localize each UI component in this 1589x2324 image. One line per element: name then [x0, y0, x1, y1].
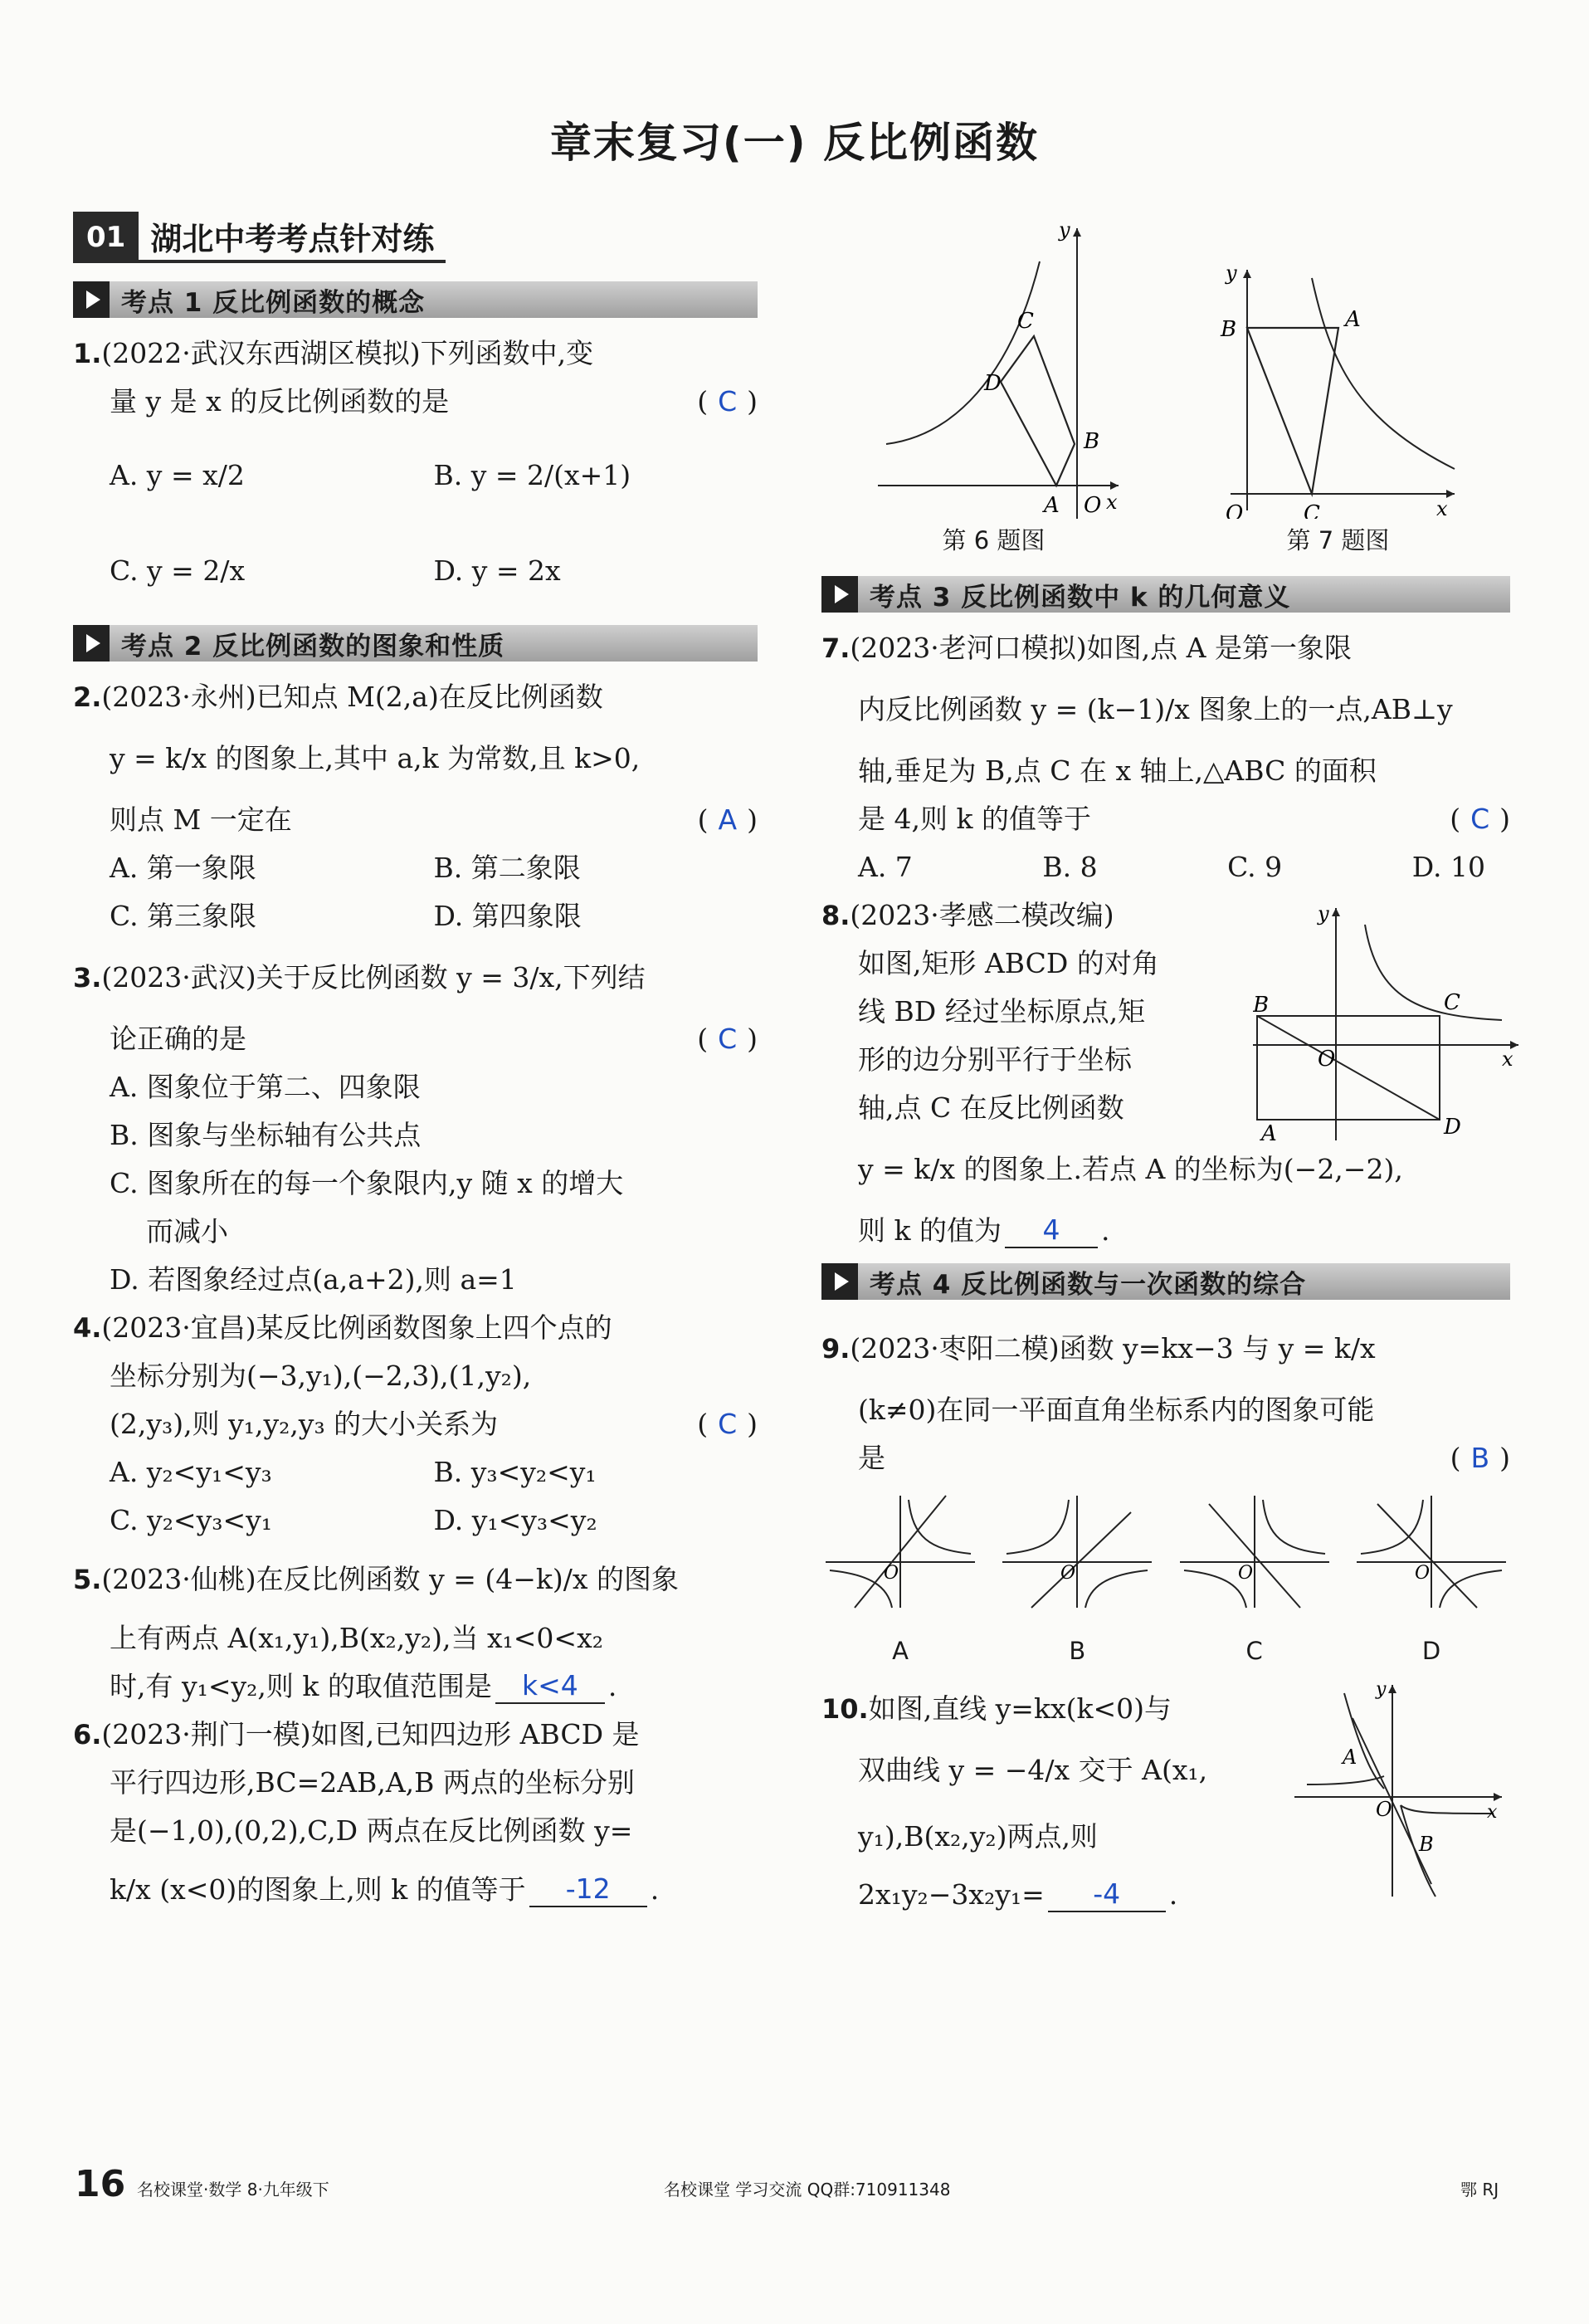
graph-label: D	[1421, 1637, 1441, 1665]
question-number: 6.	[73, 1719, 102, 1750]
question-text: (2023·荆门一模)如图,已知四边形 ABCD 是	[101, 1718, 640, 1750]
question-text: (2023·老河口模拟)如图,点 A 是第一象限	[850, 632, 1352, 664]
option-a: A. y₂<y₁<y₃	[110, 1456, 272, 1488]
play-icon	[821, 576, 858, 613]
option-d: D. 10	[1411, 851, 1485, 883]
question-text: (2023·孝感二模改编)	[850, 899, 1114, 931]
option-a: A. 图象位于第二、四象限	[110, 1071, 421, 1103]
answer-bracket: ( C )	[697, 1408, 758, 1440]
question-number: 8.	[821, 900, 851, 931]
label-x: x	[1105, 491, 1118, 514]
question-2	[73, 673, 758, 940]
section-number: 01	[73, 212, 139, 263]
label-a: A	[1043, 493, 1060, 518]
knowledge-point-3	[821, 576, 1510, 613]
question-text: y₁),B(x₂,y₂)两点,则	[858, 1820, 1098, 1853]
svg-text:O: O	[884, 1563, 899, 1584]
question-text: (2023·仙桃)在反比例函数 y = (4−k)/x 的图象	[101, 1563, 680, 1595]
graph-d	[1353, 1487, 1510, 1675]
svg-text:O: O	[1237, 1563, 1253, 1584]
section-title: 湖北中考考点针对练	[139, 212, 446, 263]
question-9	[821, 1311, 1510, 1675]
question-text: (2023·宜昌)某反比例函数图象上四个点的	[101, 1311, 612, 1344]
figures-6-7	[821, 212, 1510, 556]
option-c: C. y = 2/x	[110, 554, 246, 587]
left-column	[73, 212, 758, 1925]
option-a: A. 7	[858, 851, 913, 883]
question-text: 则点 M 一定在	[110, 803, 292, 836]
q9-graph-options	[821, 1487, 1510, 1675]
question-number: 10.	[821, 1693, 869, 1725]
answer-choice: C	[718, 1408, 738, 1440]
question-text: 内反比例函数 y = (k−1)/x 图象上的一点,AB⊥y	[858, 693, 1453, 725]
label-o: O	[1376, 1798, 1392, 1821]
answer-blank: -4	[1048, 1877, 1166, 1912]
svg-text:O: O	[1414, 1563, 1431, 1584]
label-a: A	[1343, 1745, 1357, 1769]
graph-label: B	[1069, 1637, 1086, 1665]
option-b: B. y₃<y₂<y₁	[433, 1456, 597, 1488]
question-text: 如图,矩形 ABCD 的对角	[858, 947, 1159, 979]
graph-b	[998, 1487, 1156, 1675]
knowledge-point-1	[73, 281, 758, 318]
question-number: 4.	[73, 1312, 102, 1344]
option-d: D. 若图象经过点(a,a+2),则 a=1	[110, 1263, 517, 1296]
answer-bracket: ( C )	[697, 1023, 758, 1055]
label-c: C	[1016, 309, 1034, 334]
question-text: (2022·武汉东西湖区模拟)下列函数中,变	[101, 337, 594, 369]
label-b: B	[1083, 429, 1099, 454]
footer-center: 名校课堂 学习交流 QQ群:710911348	[664, 2180, 951, 2200]
question-4	[73, 1304, 758, 1545]
question-text: y = k/x 的图象上.若点 A 的坐标为(−2,−2),	[858, 1153, 1403, 1185]
section-header	[73, 212, 758, 263]
question-5	[73, 1545, 758, 1711]
option-b: B. 8	[1042, 851, 1098, 883]
question-text: (2023·枣阳二模)函数 y=kx−3 与 y = k/x	[850, 1332, 1376, 1365]
label-b: B	[1253, 993, 1270, 1018]
label-x: x	[1502, 1047, 1513, 1071]
period: .	[1168, 1878, 1178, 1911]
figure-6	[870, 212, 1119, 556]
graph-label: A	[892, 1637, 909, 1665]
option-a: A. 第一象限	[110, 852, 256, 884]
knowledge-point-4	[821, 1263, 1510, 1300]
option-c-cont: 而减小	[146, 1215, 228, 1247]
question-text: 2x₁y₂−3x₂y₁=	[858, 1878, 1045, 1911]
answer-bracket: ( B )	[1450, 1442, 1510, 1474]
question-text: 是 4,则 k 的值等于	[858, 803, 1091, 835]
question-text: 平行四边形,BC=2AB,A,B 两点的坐标分别	[110, 1766, 635, 1799]
question-number: 5.	[73, 1564, 102, 1595]
answer-blank: 4	[1005, 1213, 1098, 1248]
answer-choice: C	[718, 385, 738, 417]
label-b: B	[1220, 317, 1236, 342]
graph-c	[1176, 1487, 1333, 1675]
option-d: D. y = 2x	[433, 554, 561, 587]
figure-8-graph	[1253, 900, 1518, 1140]
question-text: y = k/x 的图象上,其中 a,k 为常数,且 k>0,	[110, 742, 641, 774]
question-7	[821, 624, 1510, 891]
question-text: 量 y 是 x 的反比例函数的是	[110, 385, 450, 417]
graph-label: C	[1245, 1637, 1263, 1665]
question-text: (k≠0)在同一平面直角坐标系内的图象可能	[858, 1394, 1375, 1426]
label-x: x	[1435, 497, 1448, 519]
option-c: C. 9	[1227, 851, 1283, 883]
period: .	[1100, 1214, 1110, 1247]
option-b: B. 第二象限	[433, 852, 581, 884]
question-text: 是	[858, 1442, 885, 1474]
kp-label: 考点 4 反比例函数与一次函数的综合	[870, 1269, 1307, 1300]
question-text: 轴,点 C 在反比例函数	[858, 1091, 1124, 1124]
svg-text:O: O	[1060, 1563, 1076, 1584]
question-1	[73, 330, 758, 617]
period: .	[650, 1873, 660, 1906]
question-number: 7.	[821, 632, 851, 664]
answer-choice: B	[1470, 1442, 1490, 1474]
footer-edition: 鄂 RJ	[1460, 2180, 1499, 2200]
figure-10-graph	[1294, 1677, 1502, 1901]
option-a: A. y = x/2	[110, 459, 245, 491]
question-text: 上有两点 A(x₁,y₁),B(x₂,y₂),当 x₁<0<x₂	[110, 1622, 603, 1654]
question-6	[73, 1711, 758, 1925]
question-text: (2023·武汉)关于反比例函数 y = 3/x,下列结	[101, 961, 646, 994]
label-a: A	[1344, 307, 1361, 332]
option-d: D. y₁<y₃<y₂	[433, 1504, 597, 1536]
question-8	[821, 891, 1513, 1255]
play-icon	[821, 1263, 858, 1300]
question-number: 9.	[821, 1333, 851, 1365]
label-x: x	[1487, 1802, 1498, 1823]
figure-6-caption: 第 6 题图	[942, 526, 1046, 554]
question-text: 形的边分别平行于坐标	[858, 1043, 1132, 1076]
label-c: C	[1303, 501, 1320, 519]
answer-blank: -12	[529, 1872, 647, 1907]
answer-choice: A	[718, 803, 738, 836]
question-text: 双曲线 y = −4/x 交于 A(x₁,	[858, 1754, 1208, 1786]
question-number: 3.	[73, 962, 102, 994]
label-y: y	[1225, 261, 1237, 285]
question-10	[821, 1679, 1510, 1924]
label-y: y	[1058, 218, 1070, 242]
question-text: 是(−1,0),(0,2),C,D 两点在反比例函数 y=	[110, 1814, 633, 1847]
question-number: 1.	[73, 338, 102, 369]
figure-7-graph	[1214, 212, 1463, 519]
question-text: 时,有 y₁<y₂,则 k 的取值范围是	[110, 1670, 492, 1702]
option-b: B. y = 2/(x+1)	[433, 459, 631, 491]
question-text: 轴,垂足为 B,点 C 在 x 轴上,△ABC 的面积	[858, 754, 1377, 787]
question-text: 论正确的是	[110, 1023, 246, 1055]
question-text: 则 k 的值为	[858, 1214, 1002, 1247]
question-text: (2023·永州)已知点 M(2,a)在反比例函数	[101, 681, 603, 713]
question-3	[73, 940, 758, 1304]
figure-7	[1214, 212, 1463, 556]
knowledge-point-2	[73, 625, 758, 662]
answer-bracket: ( C )	[1450, 803, 1510, 835]
answer-blank: k<4	[495, 1669, 605, 1704]
question-text: 坐标分别为(−3,y₁),(−2,3),(1,y₂),	[110, 1360, 532, 1392]
question-text: (2,y₃),则 y₁,y₂,y₃ 的大小关系为	[110, 1408, 499, 1440]
page-title: 章末复习(一) 反比例函数	[549, 119, 1040, 167]
figure-7-caption: 第 7 题图	[1286, 526, 1390, 554]
kp-label: 考点 1 反比例函数的概念	[121, 287, 426, 318]
option-b: B. 图象与坐标轴有公共点	[110, 1119, 422, 1151]
question-number: 2.	[73, 681, 102, 713]
label-o: O	[1318, 1047, 1336, 1072]
answer-choice: C	[1470, 803, 1490, 835]
label-d: D	[1444, 1115, 1461, 1140]
kp-label: 考点 2 反比例函数的图象和性质	[121, 631, 505, 662]
footer-book: 名校课堂·数学 8·九年级下	[137, 2180, 329, 2200]
label-d: D	[983, 371, 1002, 396]
question-text: k/x (x<0)的图象上,则 k 的值等于	[110, 1873, 526, 1906]
graph-a	[821, 1487, 979, 1675]
page-number: 16	[75, 2163, 126, 2205]
option-c: C. y₂<y₃<y₁	[110, 1504, 272, 1536]
answer-bracket: ( A )	[697, 803, 758, 836]
option-c: C. 图象所在的每一个象限内,y 随 x 的增大	[110, 1167, 624, 1199]
label-b: B	[1419, 1833, 1434, 1856]
label-a: A	[1261, 1121, 1277, 1140]
figure-6-graph	[870, 212, 1119, 519]
kp-label: 考点 3 反比例函数中 k 的几何意义	[870, 582, 1291, 613]
answer-choice: C	[718, 1023, 738, 1055]
question-text: 线 BD 经过坐标原点,矩	[858, 995, 1146, 1028]
label-o: O	[1083, 493, 1101, 518]
label-y: y	[1318, 902, 1329, 925]
period: .	[607, 1670, 617, 1702]
option-d: D. 第四象限	[433, 900, 582, 932]
label-c: C	[1444, 990, 1460, 1015]
option-c: C. 第三象限	[110, 900, 257, 932]
right-column	[821, 212, 1513, 1924]
play-icon	[73, 281, 110, 318]
label-y: y	[1376, 1679, 1387, 1700]
question-text: 如图,直线 y=kx(k<0)与	[868, 1692, 1172, 1725]
label-o: O	[1225, 501, 1243, 519]
answer-bracket: ( C )	[697, 385, 758, 417]
play-icon	[73, 625, 110, 662]
